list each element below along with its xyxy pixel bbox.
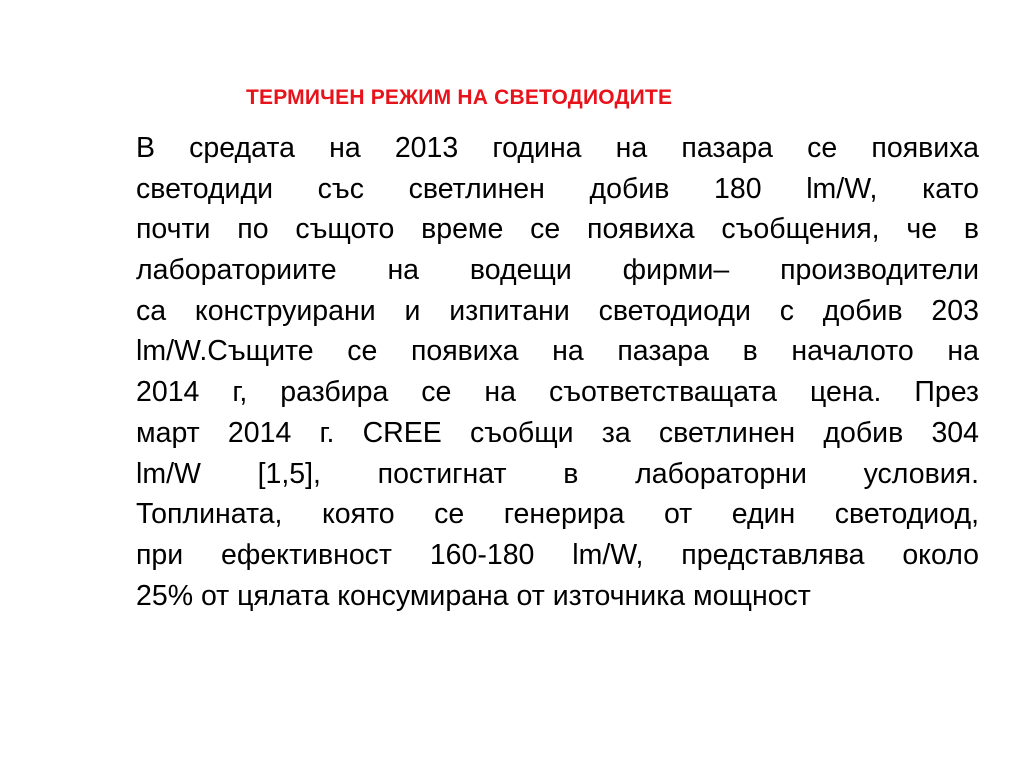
- body-line: лабораториите на водещи фирми– производители: [136, 254, 979, 287]
- body-line: lm/W.Същите се появиха на пазара в началото на: [136, 335, 979, 368]
- body-line: Топлината, която се генерира от един светодиод,: [136, 498, 979, 531]
- body-line: март 2014 г. CREE съобщи за светлинен добив 304: [136, 416, 979, 449]
- body-line: при ефективност 160-180 lm/W, представлява около: [136, 538, 979, 571]
- body-line: В средата на 2013 година на пазара се появиха: [136, 132, 979, 164]
- body-line: светодиди със светлинен добив 180 lm/W, като: [136, 172, 979, 205]
- body-line: са конструирани и изпитани светодиоди с добив 203: [136, 294, 979, 327]
- body-line: почти по същото време се появиха съобщения, че в: [136, 213, 979, 246]
- body-line: 25% от цялата консумирана от източника мощност: [136, 579, 811, 612]
- slide-title: ТЕРМИЧЕН РЕЖИМ НА СВЕТОДИОДИТЕ: [246, 86, 673, 109]
- slide-body-text: [136, 128, 979, 616]
- body-line: 2014 г, разбира се на съответстващата цена. През: [136, 376, 979, 409]
- body-line: lm/W [1,5], постигнат в лабораторни условия.: [136, 457, 979, 490]
